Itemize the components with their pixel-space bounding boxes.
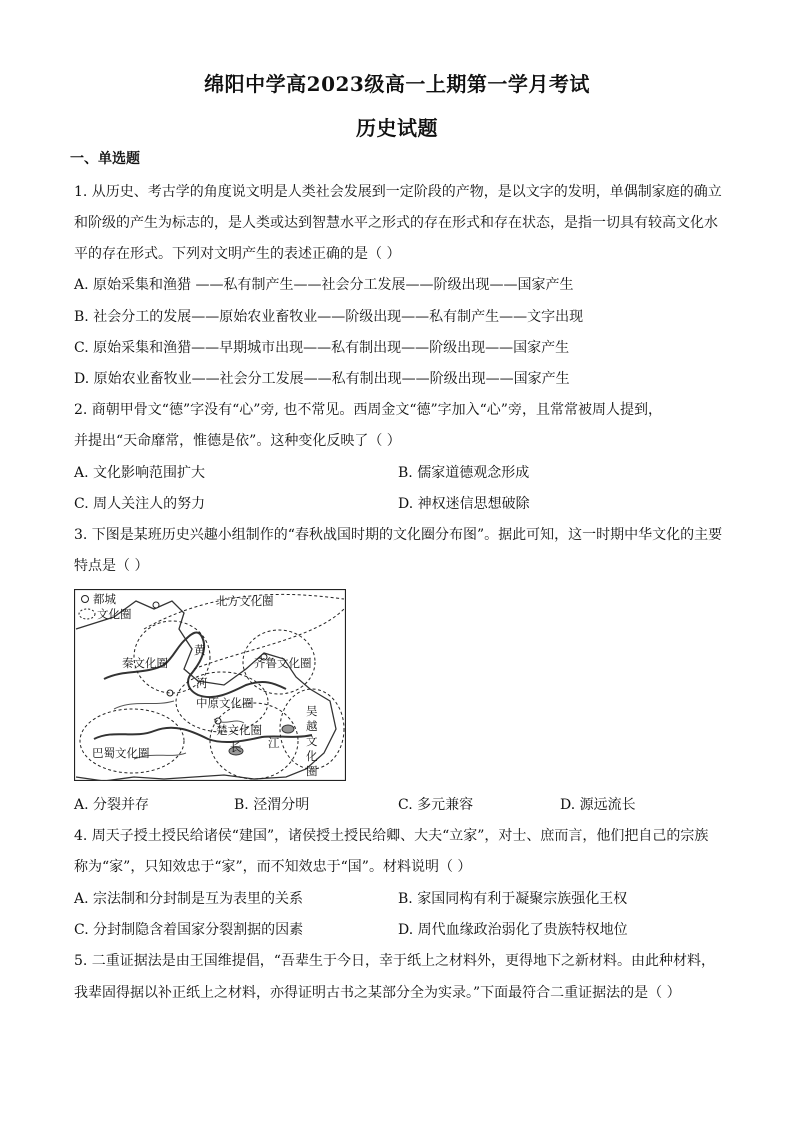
map-label-chu: 楚文化圈	[216, 723, 262, 737]
map-label-huang: 黄	[194, 643, 206, 657]
question-2-option-b: B. 儒家道德观念形成	[398, 465, 530, 481]
question-4-option-c: C. 分封制隐含着国家分裂割据的因素	[74, 922, 304, 938]
question-4-option-a: A. 宗法制和分封制是互为表里的关系	[74, 891, 304, 907]
map-label-bashu: 巴蜀文化圈	[92, 746, 150, 760]
map-legend-circle: 文化圈	[97, 607, 132, 621]
question-1-option-c: C. 原始采集和渔猎——早期城市出现——私有制出现——阶级出现——国家产生	[74, 340, 570, 356]
question-3-option-b: B. 泾渭分明	[234, 797, 310, 813]
map-label-north: 北方文化圈	[216, 594, 274, 608]
question-1-line: 平的存在形式。下列对文明产生的表述正确的是（ ）	[74, 246, 401, 262]
question-3-option-a: A. 分裂并存	[74, 797, 150, 813]
map-label-qilu: 齐鲁文化圈	[254, 656, 312, 670]
question-4-option-d: D. 周代血缘政治弱化了贵族特权地位	[398, 922, 628, 938]
question-3-option-d: D. 源远流长	[560, 797, 636, 813]
map-label-hua: 化	[306, 749, 318, 763]
question-2-option-d: D. 神权迷信思想破除	[398, 496, 530, 512]
map-label-yue: 越	[306, 719, 318, 733]
question-1-option-a: A. 原始采集和渔猎 ——私有制产生——社会分工发展——阶级出现——国家产生	[74, 277, 574, 293]
question-1-line: 和阶级的产生为标志的，是人类或达到智慧水平之形式的存在形式和存在状态，是指一切具有较高文化水	[74, 215, 718, 231]
question-2-option-c: C. 周人关注人的努力	[74, 496, 206, 512]
question-1-option-d: D. 原始农业畜牧业——社会分工发展——私有制出现——阶级出现——国家产生	[74, 371, 570, 387]
question-3-line: 特点是（ ）	[74, 558, 149, 574]
question-3-line: 3. 下图是某班历史兴趣小组制作的“春秋战国时期的文化圈分布图”。据此可知，这一时期中华文化的主要	[74, 527, 723, 543]
culture-circle-map	[74, 589, 346, 781]
question-4-line: 称为“家”，只知效忠于“家”，而不知效忠于“国”。材料说明（ ）	[74, 859, 472, 875]
map-label-zhongyuan: 中原文化圈	[196, 696, 254, 710]
question-2-option-a: A. 文化影响范围扩大	[74, 465, 206, 481]
map-label-jiang: 江	[268, 736, 280, 750]
section-heading: 一、单选题	[70, 151, 140, 167]
map-label-wen: 文	[306, 734, 318, 748]
question-2-line: 并提出“天命靡常，惟德是依”。这种变化反映了（ ）	[74, 433, 401, 449]
map-label-qin: 秦文化圈	[122, 656, 168, 670]
question-5-line: 5. 二重证据法是由王国维提倡，“吾辈生于今日，幸于纸上之材料外，更得地下之新材料。由此种材料，	[74, 953, 715, 969]
question-1-line: 1. 从历史、考古学的角度说文明是人类社会发展到一定阶段的产物，是以文字的发明，单偶制家庭的确立	[74, 184, 722, 200]
question-4-option-b: B. 家国同构有利于凝聚宗族强化王权	[398, 891, 628, 907]
question-2-line: 2. 商朝甲骨文“德”字没有“心”旁, 也不常见。西周金文“德”字加入“心”旁，且常常被周人提到，	[74, 402, 662, 418]
map-legend-capital: 都城	[93, 592, 116, 606]
map-label-he: 河	[196, 676, 208, 690]
exam-title: 绵阳中学高2023级高一上期第一学月考试	[204, 72, 590, 96]
map-label-chang: 长	[230, 740, 242, 754]
map-label-quan: 圈	[306, 764, 318, 778]
map-label-wu: 吴	[306, 704, 318, 718]
exam-subtitle: 历史试题	[356, 116, 438, 140]
question-3-option-c: C. 多元兼容	[398, 797, 474, 813]
question-4-line: 4. 周天子授土授民给诸侯“建国”，诸侯授土授民给卿、大夫“立家”，对士、庶而言，他们把自己的宗族	[74, 828, 709, 844]
question-5-line: 我辈固得据以补正纸上之材料，亦得证明古书之某部分全为实录。”下面最符合二重证据法的是（ ）	[74, 985, 681, 1001]
question-1-option-b: B. 社会分工的发展——原始农业畜牧业——阶级出现——私有制产生——文字出现	[74, 309, 584, 325]
